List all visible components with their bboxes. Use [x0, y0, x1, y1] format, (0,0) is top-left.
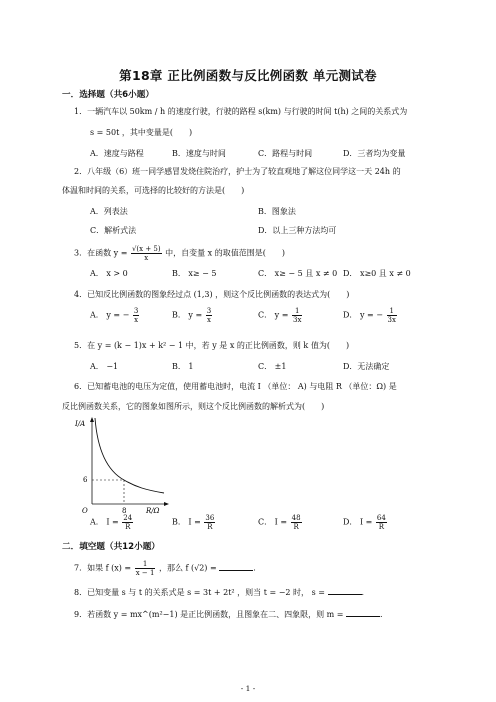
q6-option-c-fraction — [291, 514, 302, 531]
q6-graph-origin: O — [82, 507, 88, 514]
q3-stem — [74, 245, 285, 262]
q8-stem-text: 8．已知变量 s 与 t 的关系式是 s = 3t + 2t² ，则当 t = −2 时， s = — [74, 588, 325, 597]
q6-d-denominator: R — [378, 523, 385, 531]
q5-option-d: D．无法确定 — [343, 362, 390, 371]
q2-option-c: C．解析式法 — [90, 226, 137, 235]
q4-c-denominator: 3x — [292, 316, 302, 324]
q7-fraction-denominator: x − 1 — [135, 569, 155, 577]
q6-graph-curve — [95, 418, 164, 493]
q3-option-c: C． x≥ − 5 且 x ≠ 0 — [258, 269, 338, 278]
q6-c-denominator: R — [293, 523, 299, 531]
q6-graph-x-arrow — [164, 502, 169, 506]
q3-option-b: B． x≥ − 5 — [172, 269, 217, 278]
q4-option-d-prefix: D． y = − — [343, 310, 383, 320]
q6-stem-line1: 6．已知蓄电池的电压为定值，使用蓄电池时，电流 I （单位： A) 与电阻 R （单位：Ω) 是 — [74, 382, 397, 391]
q4-option-c — [258, 307, 303, 324]
q6-a-denominator: R — [125, 523, 131, 531]
q6-a-numerator: 24 — [123, 514, 133, 522]
q2-option-d: D．以上三种方法均可 — [258, 226, 337, 235]
q3-fraction-denominator: x — [144, 254, 149, 262]
q8-answer-blank[interactable] — [328, 586, 362, 595]
q6-graph-x-label: R/Ω — [146, 507, 160, 514]
q3-option-d: D． x≥0 且 x ≠ 0 — [343, 269, 411, 278]
q6-graph-x-tick: 8 — [122, 507, 127, 514]
q4-option-d — [343, 307, 398, 324]
q6-option-d-fraction — [376, 514, 387, 531]
q4-a-numerator: 3 — [133, 307, 139, 315]
q1-stem-line1: 1．一辆汽车以 50km / h 的速度行驶，行驶的路程 s(km) 与行驶的时间 t(h) 之间的关系式为 — [74, 107, 408, 116]
q1-option-c: C．路程与时间 — [258, 149, 313, 158]
section-heading-fill-in: 二．填空题（共12小题） — [62, 542, 160, 552]
q6-option-b — [172, 514, 216, 531]
q6-graph-y-label: I/A — [75, 420, 86, 428]
q5-option-b: B． 1 — [172, 362, 194, 371]
q7-answer-blank[interactable] — [219, 562, 253, 571]
q9-answer-blank[interactable] — [346, 608, 380, 617]
q6-d-numerator: 64 — [376, 514, 386, 522]
q4-option-a-fraction — [133, 307, 139, 324]
section-heading-choice: 一．选择题（共6小题） — [62, 90, 154, 100]
q4-option-a-prefix: A． y = − — [90, 310, 130, 320]
q6-option-d — [343, 514, 388, 531]
q4-option-b — [172, 307, 213, 324]
q2-stem-line1: 2．八年级（6）班一同学感冒发烧住院治疗，护士为了较直观地了解这位同学这一天 24h 的 — [74, 167, 401, 176]
q1-stem-line2: s = 50t ，其中变量是( ) — [90, 128, 193, 137]
q6-option-c-prefix: C． I = — [258, 517, 288, 527]
q7-stem: 7．如果 f (x) = $\frac{1}{x - 1}$ ，那么 f (√2) = . — [74, 560, 256, 577]
q6-option-b-fraction — [204, 514, 215, 531]
q7-fraction — [135, 560, 156, 577]
q1-option-b: B．速度与时间 — [172, 149, 226, 158]
q3-fraction-numerator: √(x + 5) — [131, 245, 161, 253]
q4-option-b-fraction — [206, 307, 212, 324]
q6-option-a-fraction — [122, 514, 133, 531]
q5-stem: 5．在 y = (k − 1)x + k² − 1 中，若 y 是 x 的正比例函数，则 k 值为( ) — [74, 341, 350, 350]
q4-option-c-fraction — [292, 307, 302, 324]
q3-fraction — [131, 245, 162, 262]
q6-option-b-prefix: B． I = — [172, 517, 201, 527]
q6-stem-line2: 反比例函数关系，它的图象如图所示，则这个反比例函数的解析式为( ) — [62, 402, 325, 411]
q7-fraction-numerator: 1 — [135, 560, 156, 569]
q4-b-denominator: x — [206, 316, 211, 324]
q6-b-denominator: R — [207, 523, 213, 531]
q1-option-d: D．三者均为变量 — [343, 149, 406, 158]
q4-stem: 4．已知反比例函数的图象经过点 (1,3) ，则这个反比例函数的表达式为( ) — [74, 290, 350, 299]
q6-graph-y-tick: 6 — [83, 476, 88, 484]
q1-option-a: A．速度与路程 — [90, 149, 144, 158]
q7-stem-suffix: ，那么 f (√2) = — [158, 563, 217, 573]
q2-option-b: B．图象法 — [258, 207, 296, 216]
q6-option-a — [90, 514, 134, 531]
q5-option-c: C． ±1 — [258, 362, 287, 371]
q4-d-denominator: 3x — [387, 316, 396, 324]
q4-c-numerator: 1 — [292, 307, 302, 316]
q4-d-numerator: 1 — [387, 307, 397, 316]
q3-stem-prefix: 3．在函数 y = — [74, 248, 128, 258]
q6-graph-y-arrow — [90, 417, 94, 422]
q2-option-a: A．列表法 — [90, 207, 128, 216]
q4-b-numerator: 3 — [206, 307, 212, 315]
q4-option-b-prefix: B． y = — [172, 310, 203, 320]
q2-stem-line2: 体温和时间的关系，可选择的比较好的方法是( ) — [62, 186, 245, 195]
page-title: 第18章 正比例函数与反比例函数 单元测试卷 — [119, 68, 377, 83]
q6-option-a-prefix: A． I = — [90, 517, 119, 527]
q6-option-c — [258, 514, 303, 531]
q3-stem-suffix: 中，自变量 x 的取值范围是( ) — [165, 248, 285, 258]
q6-option-d-prefix: D． I = — [343, 517, 373, 527]
q7-stem-prefix: 7．如果 f (x) = — [74, 563, 132, 573]
q5-option-a: A． −1 — [90, 362, 119, 371]
q6-c-numerator: 48 — [291, 514, 301, 522]
q9-stem: 9．若函数 y = mx^(m²−1) 是正比例函数，且图象在二、四象限，则 m = . — [74, 610, 383, 619]
q9-stem-text: 9．若函数 y = mx^(m²−1) 是正比例函数，且图象在二、四象限，则 m = — [74, 610, 344, 619]
q6-b-numerator: 36 — [205, 514, 215, 522]
q4-option-c-prefix: C． y = — [258, 310, 289, 320]
q3-option-a: A． x > 0 — [90, 269, 128, 278]
q4-a-denominator: x — [134, 316, 139, 324]
q4-option-d-fraction — [387, 307, 397, 324]
q6-graph — [74, 414, 174, 514]
q8-stem: 8．已知变量 s 与 t 的关系式是 s = 3t + 2t² ，则当 t = −2 时， s = . — [74, 588, 365, 597]
q4-option-a — [90, 307, 140, 324]
page-number: - 1 - — [240, 684, 256, 693]
